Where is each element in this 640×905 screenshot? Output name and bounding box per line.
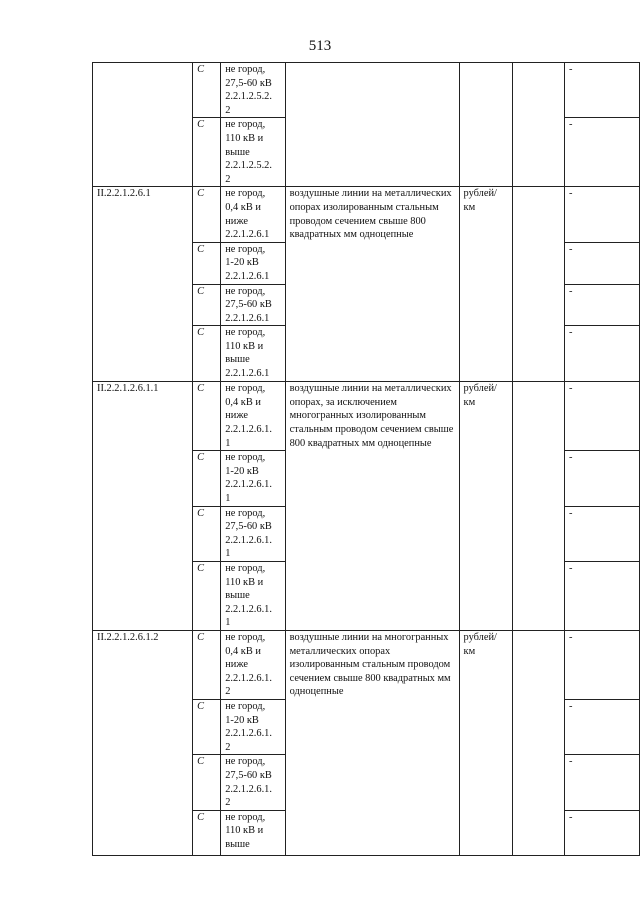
- category-line: 2: [225, 173, 231, 185]
- category-line: 0,4 кВ и: [225, 645, 261, 657]
- category-cell: [221, 562, 285, 631]
- category-line: 27,5-60 кВ: [225, 299, 272, 311]
- table-row: [93, 630, 640, 699]
- category-cell: [221, 284, 285, 326]
- category-line: ниже: [225, 659, 248, 671]
- table-row: [93, 63, 640, 118]
- value-cell: -: [564, 630, 639, 699]
- category-line: ниже: [225, 215, 248, 227]
- category-line: 2.2.1.2.6.1.: [225, 783, 272, 795]
- category-line: 110 кВ и: [225, 132, 264, 144]
- class-letter: С: [193, 118, 221, 187]
- empty-value-cell: [512, 382, 564, 631]
- row-code: II.2.2.1.2.6.1.1: [93, 382, 193, 631]
- category-line: 1: [225, 493, 231, 505]
- value-cell: -: [564, 242, 639, 284]
- category-line: 1: [225, 548, 231, 560]
- category-line: 2.2.1.2.6.1.: [225, 534, 272, 546]
- category-line: не город,: [225, 119, 266, 131]
- row-code: II.2.2.1.2.6.1: [93, 187, 193, 382]
- value-cell: -: [564, 755, 639, 810]
- category-line: 27,5-60 кВ: [225, 521, 272, 533]
- category-line: 2: [225, 741, 231, 753]
- class-letter: С: [193, 562, 221, 631]
- category-line: 2.2.1.2.6.1: [225, 312, 270, 324]
- class-letter: С: [193, 630, 221, 699]
- category-line: 1-20 кВ: [225, 257, 259, 269]
- empty-value-cell: [512, 187, 564, 382]
- category-line: не город,: [225, 64, 266, 75]
- class-letter: С: [193, 242, 221, 284]
- description-cell: воздушные линии на металлических опорах изолированным стальным проводом сечением свыше 800 квадратных мм одноцепные: [285, 187, 459, 382]
- category-line: 110 кВ и: [225, 340, 264, 352]
- category-cell: [221, 63, 285, 118]
- class-letter: С: [193, 755, 221, 810]
- category-line: 2.2.1.2.6.1.: [225, 603, 272, 615]
- category-line: 2.2.1.2.5.2.: [225, 160, 272, 172]
- value-cell: -: [564, 284, 639, 326]
- category-line: 0,4 кВ и: [225, 201, 261, 213]
- category-line: 2: [225, 686, 231, 698]
- category-cell: [221, 187, 285, 242]
- class-letter: С: [193, 284, 221, 326]
- value-cell: -: [564, 451, 639, 506]
- class-letter: С: [193, 187, 221, 242]
- category-cell: [221, 699, 285, 754]
- category-line: 2.2.1.2.6.1.: [225, 728, 272, 740]
- unit-cell: рублей/ км: [459, 630, 512, 855]
- category-line: выше: [225, 354, 250, 366]
- category-line: 27,5-60 кВ: [225, 769, 272, 781]
- category-line: выше: [225, 590, 250, 602]
- category-line: 1-20 кВ: [225, 714, 259, 726]
- class-letter: С: [193, 699, 221, 754]
- category-cell: [221, 242, 285, 284]
- category-cell: [221, 630, 285, 699]
- category-line: 27,5-60 кВ: [225, 77, 272, 89]
- unit-cell: рублей/ км: [459, 382, 512, 631]
- value-cell: -: [564, 699, 639, 754]
- category-line: 2: [225, 104, 231, 116]
- value-cell: -: [564, 506, 639, 561]
- category-line: не город,: [225, 811, 266, 823]
- category-line: не город,: [225, 507, 266, 519]
- category-line: 1-20 кВ: [225, 465, 259, 477]
- category-line: 2.2.1.2.5.2.: [225, 91, 272, 103]
- empty-value-cell: [512, 63, 564, 187]
- empty-value-cell: [512, 630, 564, 855]
- value-cell: -: [564, 382, 639, 451]
- category-line: 2.2.1.2.6.1: [225, 229, 270, 241]
- category-cell: [221, 382, 285, 451]
- category-line: не город,: [225, 563, 266, 574]
- value-cell: -: [564, 810, 639, 855]
- description-cell: [285, 63, 459, 187]
- class-letter: С: [193, 451, 221, 506]
- tariff-table: [92, 62, 640, 856]
- category-line: 2.2.1.2.6.1: [225, 368, 270, 380]
- category-line: выше: [225, 838, 250, 850]
- category-line: 0,4 кВ и: [225, 396, 261, 408]
- description-cell: воздушные линии на многогранных металлических опорах изолированным стальным проводом сечением свыше 800 квадратных мм одноцепные: [285, 630, 459, 855]
- class-letter: С: [193, 63, 221, 118]
- class-letter: С: [193, 810, 221, 855]
- unit-cell: рублей/ км: [459, 187, 512, 382]
- row-code: [93, 63, 193, 187]
- category-line: не город,: [225, 188, 266, 200]
- category-line: не город,: [225, 756, 266, 768]
- category-line: 1: [225, 617, 231, 629]
- category-line: ниже: [225, 410, 248, 422]
- category-cell: [221, 506, 285, 561]
- table-row: [93, 382, 640, 451]
- value-cell: -: [564, 118, 639, 187]
- category-line: не город,: [225, 383, 266, 395]
- category-cell: [221, 326, 285, 382]
- class-letter: С: [193, 382, 221, 451]
- value-cell: -: [564, 63, 639, 118]
- category-cell: [221, 755, 285, 810]
- category-line: 110 кВ и: [225, 576, 264, 588]
- value-cell: -: [564, 187, 639, 242]
- category-line: не город,: [225, 700, 266, 712]
- value-cell: -: [564, 562, 639, 631]
- category-line: 2.2.1.2.6.1.: [225, 672, 272, 684]
- category-line: не город,: [225, 631, 266, 643]
- row-code: II.2.2.1.2.6.1.2: [93, 630, 193, 855]
- class-letter: С: [193, 506, 221, 561]
- class-letter: С: [193, 326, 221, 382]
- table-row: [93, 187, 640, 242]
- category-line: выше: [225, 146, 250, 158]
- value-cell: -: [564, 326, 639, 382]
- category-cell: [221, 810, 285, 855]
- unit-cell: [459, 63, 512, 187]
- category-line: 2.2.1.2.6.1.: [225, 479, 272, 491]
- page-number: 513: [308, 38, 332, 54]
- category-line: не город,: [225, 452, 266, 464]
- category-line: 2.2.1.2.6.1: [225, 270, 270, 282]
- category-cell: [221, 451, 285, 506]
- category-line: 2.2.1.2.6.1.: [225, 424, 272, 436]
- category-line: 110 кВ и: [225, 825, 264, 837]
- category-line: не город,: [225, 285, 266, 297]
- category-cell: [221, 118, 285, 187]
- category-line: 2: [225, 797, 231, 809]
- description-cell: воздушные линии на металлических опорах, за исключением многогранных изолированным стальным проводом сечением свыше 800 квадратных мм одноцепные: [285, 382, 459, 631]
- category-line: 1: [225, 437, 231, 449]
- category-line: не город,: [225, 327, 266, 339]
- category-line: не город,: [225, 243, 266, 255]
